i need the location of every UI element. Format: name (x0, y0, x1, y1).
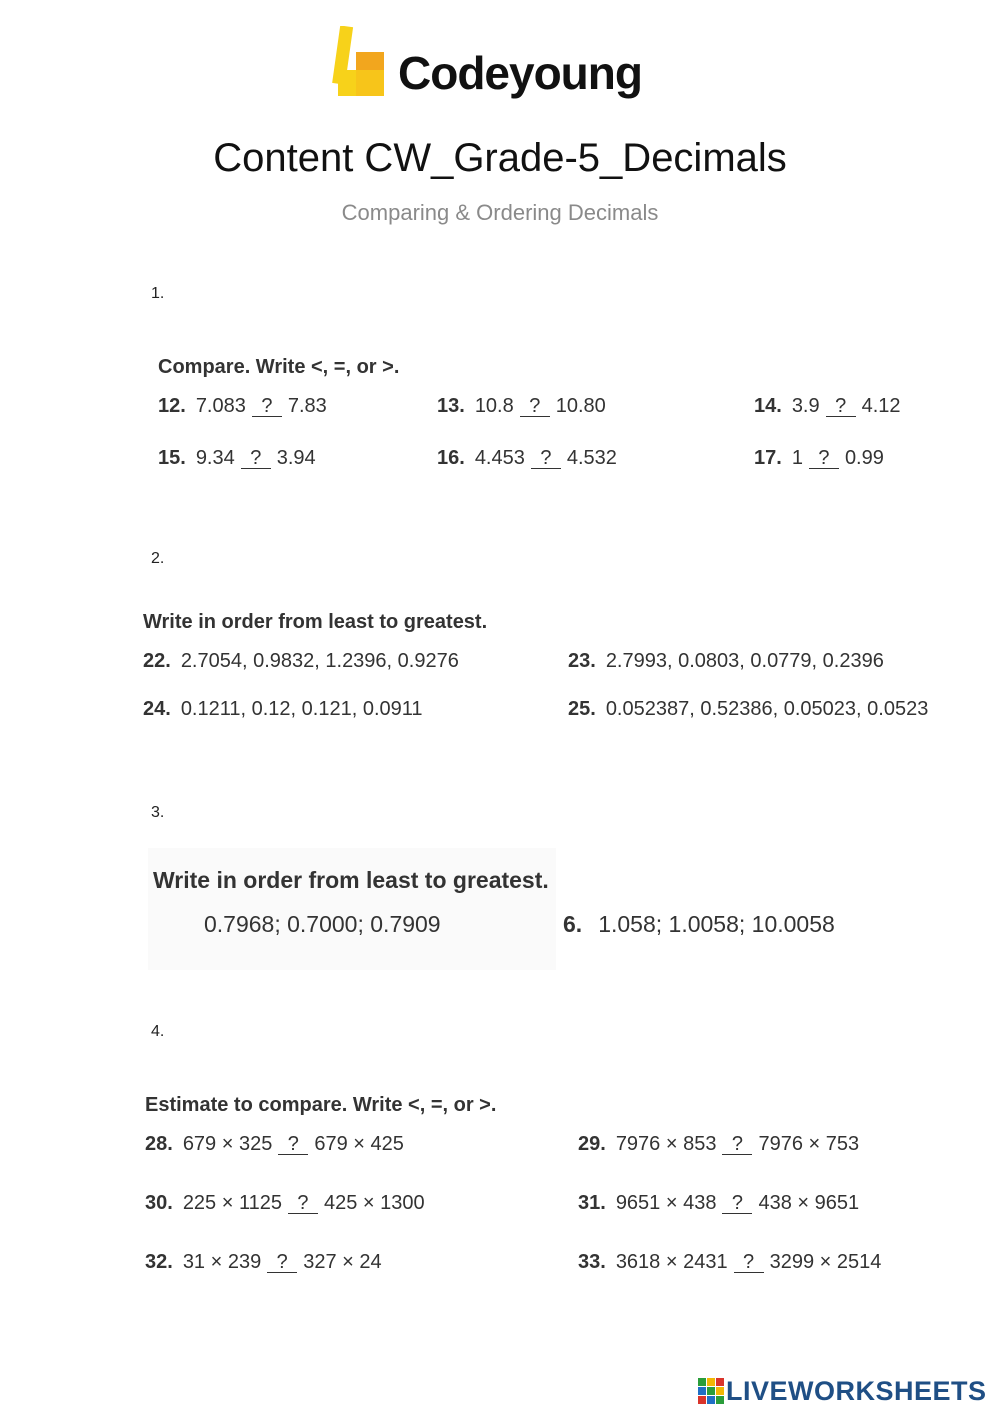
answer-blank[interactable]: ? (809, 448, 839, 469)
item-number: 24. (143, 698, 171, 720)
order-item (563, 911, 835, 938)
right-value: 3.94 (276, 447, 316, 469)
answer-blank[interactable]: ? (722, 1134, 752, 1155)
number-list: 0.1211, 0.12, 0.121, 0.0911 (180, 698, 423, 720)
left-expression: 3618 × 2431 (615, 1251, 728, 1273)
number-list: 0.052387, 0.52386, 0.05023, 0.0523 (605, 698, 929, 720)
answer-blank[interactable]: ? (241, 448, 271, 469)
order-item (143, 650, 459, 673)
answer-blank[interactable]: ? (520, 396, 550, 417)
estimate-item (578, 1133, 859, 1156)
estimate-item (578, 1192, 859, 1215)
order-item (204, 911, 441, 938)
compare-item (437, 395, 606, 418)
order-item (568, 650, 884, 673)
right-value: 0.99 (844, 447, 884, 469)
answer-blank[interactable]: ? (267, 1252, 297, 1273)
item-number: 17. (754, 447, 782, 469)
question-instruction: Estimate to compare. Write <, =, or >. (145, 1094, 497, 1116)
right-value: 10.80 (555, 395, 606, 417)
estimate-item (145, 1251, 382, 1274)
codeyoung-logo-icon (332, 26, 388, 98)
left-expression: 679 × 325 (182, 1133, 273, 1155)
right-value: 7.83 (287, 395, 327, 417)
right-value: 4.532 (566, 447, 617, 469)
left-value: 3.9 (791, 395, 820, 417)
right-expression: 438 × 9651 (758, 1192, 860, 1214)
item-number: 32. (145, 1251, 173, 1273)
page-subtitle: Comparing & Ordering Decimals (341, 200, 659, 225)
order-item (568, 698, 928, 721)
compare-item (158, 395, 327, 418)
item-number: 15. (158, 447, 186, 469)
item-number: 31. (578, 1192, 606, 1214)
item-number: 23. (568, 650, 596, 672)
question-instruction: Compare. Write <, =, or >. (158, 356, 400, 378)
question-instruction: Write in order from least to greatest. (143, 611, 488, 633)
item-number: 22. (143, 650, 171, 672)
item-number: 29. (578, 1133, 606, 1155)
question-number: 3. (151, 804, 165, 821)
item-number: 13. (437, 395, 465, 417)
left-expression: 31 × 239 (182, 1251, 262, 1273)
number-list: 1.058; 1.0058; 10.0058 (598, 911, 835, 937)
answer-blank[interactable]: ? (826, 396, 856, 417)
answer-blank[interactable]: ? (252, 396, 282, 417)
left-value: 9.34 (195, 447, 235, 469)
right-expression: 327 × 24 (303, 1251, 382, 1273)
question-number: 4. (151, 1023, 165, 1040)
item-number: 33. (578, 1251, 606, 1273)
question-number: 1. (151, 285, 165, 302)
answer-blank[interactable]: ? (531, 448, 561, 469)
left-value: 1 (791, 447, 803, 469)
right-expression: 679 × 425 (314, 1133, 404, 1155)
brand-name: Codeyoung (398, 47, 642, 99)
right-expression: 7976 × 753 (758, 1133, 860, 1155)
answer-blank[interactable]: ? (288, 1193, 318, 1214)
estimate-item (578, 1251, 881, 1274)
right-expression: 3299 × 2514 (769, 1251, 882, 1273)
compare-item (158, 447, 316, 470)
item-number: 16. (437, 447, 465, 469)
left-value: 7.083 (195, 395, 246, 417)
question-number: 2. (151, 550, 165, 567)
page-title: Content CW_Grade-5_Decimals (213, 136, 787, 180)
estimate-item (145, 1133, 404, 1156)
left-value: 4.453 (474, 447, 525, 469)
answer-blank[interactable]: ? (722, 1193, 752, 1214)
liveworksheets-logo-icon (698, 1378, 724, 1404)
answer-blank[interactable]: ? (278, 1134, 308, 1155)
item-number: 12. (158, 395, 186, 417)
right-expression: 425 × 1300 (323, 1192, 425, 1214)
footer-brand: LIVEWORKSHEETS (726, 1376, 987, 1406)
compare-item (437, 447, 617, 470)
number-list: 0.7968; 0.7000; 0.7909 (204, 911, 441, 937)
answer-blank[interactable]: ? (734, 1252, 764, 1273)
item-number: 28. (145, 1133, 173, 1155)
number-list: 2.7993, 0.0803, 0.0779, 0.2396 (605, 650, 884, 672)
order-item (143, 698, 423, 721)
number-list: 2.7054, 0.9832, 1.2396, 0.9276 (180, 650, 459, 672)
right-value: 4.12 (861, 395, 901, 417)
compare-item (754, 395, 901, 418)
left-expression: 7976 × 853 (615, 1133, 717, 1155)
item-number: 14. (754, 395, 782, 417)
item-number: 30. (145, 1192, 173, 1214)
item-number: 6. (563, 911, 583, 937)
left-expression: 9651 × 438 (615, 1192, 717, 1214)
left-expression: 225 × 1125 (182, 1192, 282, 1214)
estimate-item (145, 1192, 425, 1215)
compare-item (754, 447, 884, 470)
left-value: 10.8 (474, 395, 514, 417)
question-instruction: Write in order from least to greatest. (153, 867, 549, 893)
item-number: 25. (568, 698, 596, 720)
